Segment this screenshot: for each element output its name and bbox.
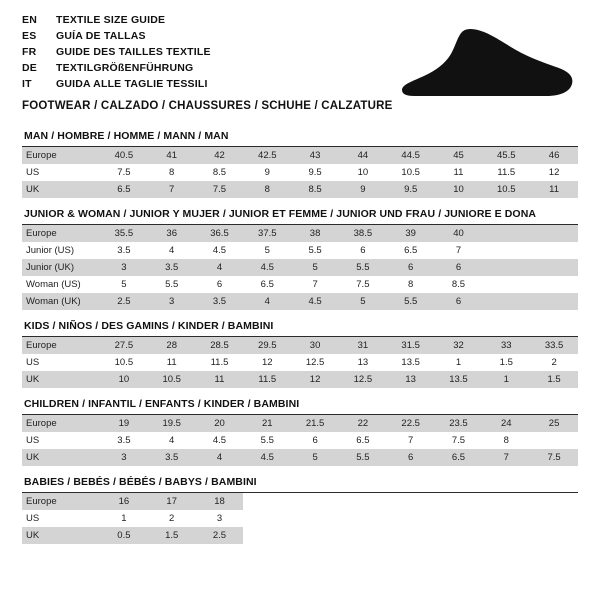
- size-cell: 31: [339, 337, 387, 354]
- language-title-body: [22, 14, 211, 94]
- size-cell: 19.5: [148, 415, 196, 432]
- dress-shoe-icon: [396, 24, 576, 102]
- size-cell: [291, 493, 339, 510]
- size-cell: 17: [148, 493, 196, 510]
- size-cell: 8: [243, 181, 291, 198]
- size-cell: 8: [387, 276, 435, 293]
- size-cell: 46: [530, 147, 578, 164]
- size-cell: 22: [339, 415, 387, 432]
- size-cell: [291, 510, 339, 527]
- size-cell: 4: [196, 449, 244, 466]
- row-label: US: [22, 164, 100, 181]
- size-cell: 10.5: [148, 371, 196, 388]
- size-cell: 11: [196, 371, 244, 388]
- size-cell: 0.5: [100, 527, 148, 544]
- size-table: [22, 147, 578, 198]
- language-title: GUÍA DE TALLAS: [56, 30, 146, 42]
- size-cell: 22.5: [387, 415, 435, 432]
- size-cell: 5.5: [291, 242, 339, 259]
- row-label: UK: [22, 449, 100, 466]
- size-cell: [482, 225, 530, 242]
- size-cell: 2: [148, 510, 196, 527]
- size-cell: [243, 510, 291, 527]
- size-cell: 8.5: [291, 181, 339, 198]
- size-cell: 13: [387, 371, 435, 388]
- size-cell: 4.5: [243, 449, 291, 466]
- size-section: [22, 208, 578, 310]
- size-cell: 4.5: [196, 242, 244, 259]
- table-row: [22, 371, 578, 388]
- table-row: [22, 276, 578, 293]
- size-cell: 11: [435, 164, 483, 181]
- size-cell: 5.5: [243, 432, 291, 449]
- size-table: [22, 493, 578, 544]
- size-cell: 2.5: [196, 527, 244, 544]
- size-cell: 13.5: [387, 354, 435, 371]
- category-line: FOOTWEAR / CALZADO / CHAUSSURES / SCHUHE / CALZATURE: [22, 100, 393, 112]
- size-cell: [530, 276, 578, 293]
- language-code: FR: [22, 46, 37, 58]
- language-code: IT: [22, 78, 32, 90]
- size-cell: 8.5: [196, 164, 244, 181]
- section-title: JUNIOR & WOMAN / JUNIOR Y MUJER / JUNIOR ET FEMME / JUNIOR UND FRAU / JUNIORE E DONA: [22, 208, 578, 225]
- language-title: TEXTILGRÖßENFÜHRUNG: [56, 62, 194, 74]
- size-cell: 35.5: [100, 225, 148, 242]
- size-cell: 7.5: [339, 276, 387, 293]
- size-cell: 6: [387, 449, 435, 466]
- table-row: [22, 449, 578, 466]
- language-row: [22, 62, 211, 78]
- size-cell: 44: [339, 147, 387, 164]
- size-cell: 38.5: [339, 225, 387, 242]
- language-code: EN: [22, 14, 37, 26]
- size-cell: [482, 276, 530, 293]
- row-label: Europe: [22, 415, 100, 432]
- table-row: [22, 147, 578, 164]
- size-cell: 18: [196, 493, 244, 510]
- size-cell: 28: [148, 337, 196, 354]
- size-cell: 9.5: [387, 181, 435, 198]
- language-title: GUIDE DES TAILLES TEXTILE: [56, 46, 211, 58]
- row-label: UK: [22, 371, 100, 388]
- size-cell: 1: [100, 510, 148, 527]
- size-cell: 25: [530, 415, 578, 432]
- size-cell: 6: [387, 259, 435, 276]
- row-label: Junior (UK): [22, 259, 100, 276]
- size-cell: 23.5: [435, 415, 483, 432]
- size-cell: 1: [482, 371, 530, 388]
- table-row: [22, 354, 578, 371]
- table-row: [22, 510, 578, 527]
- table-row: [22, 181, 578, 198]
- size-cell: [387, 527, 435, 544]
- size-cell: 33.5: [530, 337, 578, 354]
- size-cell: 4: [243, 293, 291, 310]
- size-cell: 2: [530, 354, 578, 371]
- size-cell: 6.5: [387, 242, 435, 259]
- language-row: [22, 46, 211, 62]
- size-cell: 33: [482, 337, 530, 354]
- size-cell: 11.5: [196, 354, 244, 371]
- language-code: ES: [22, 30, 37, 42]
- size-cell: [482, 527, 530, 544]
- size-cell: 10.5: [482, 181, 530, 198]
- size-cell: [530, 493, 578, 510]
- size-cell: [482, 259, 530, 276]
- size-cell: 2.5: [100, 293, 148, 310]
- size-section: [22, 130, 578, 198]
- size-cell: 7: [387, 432, 435, 449]
- row-label: UK: [22, 527, 100, 544]
- size-cell: [530, 432, 578, 449]
- size-cell: 8: [482, 432, 530, 449]
- size-cell: [530, 225, 578, 242]
- size-cell: 3.5: [100, 432, 148, 449]
- size-cell: 21.5: [291, 415, 339, 432]
- size-cell: 36: [148, 225, 196, 242]
- size-cell: 16: [100, 493, 148, 510]
- size-cell: 12: [530, 164, 578, 181]
- size-cell: 4: [148, 242, 196, 259]
- size-cell: 5: [291, 449, 339, 466]
- section-title: KIDS / NIÑOS / DES GAMINS / KINDER / BAMBINI: [22, 320, 578, 337]
- size-cell: 20: [196, 415, 244, 432]
- size-cell: 12: [291, 371, 339, 388]
- size-cell: 21: [243, 415, 291, 432]
- size-cell: 6.5: [339, 432, 387, 449]
- size-cell: 1.5: [148, 527, 196, 544]
- table-row: [22, 164, 578, 181]
- size-cell: 6: [291, 432, 339, 449]
- size-cell: [482, 493, 530, 510]
- table-row: [22, 259, 578, 276]
- size-cell: 10: [100, 371, 148, 388]
- size-cell: 13.5: [435, 371, 483, 388]
- size-cell: 10.5: [387, 164, 435, 181]
- size-cell: 5: [243, 242, 291, 259]
- size-cell: [435, 493, 483, 510]
- size-cell: 19: [100, 415, 148, 432]
- size-cell: 6: [435, 259, 483, 276]
- size-cell: 3.5: [148, 259, 196, 276]
- row-label: US: [22, 354, 100, 371]
- document-header: [22, 14, 578, 112]
- size-cell: 7: [291, 276, 339, 293]
- size-cell: [243, 493, 291, 510]
- size-cell: 40.5: [100, 147, 148, 164]
- size-cell: 9: [243, 164, 291, 181]
- language-title: TEXTILE SIZE GUIDE: [56, 14, 166, 26]
- table-row: [22, 293, 578, 310]
- table-row: [22, 493, 578, 510]
- size-cell: 24: [482, 415, 530, 432]
- language-code: DE: [22, 62, 37, 74]
- size-cell: 38: [291, 225, 339, 242]
- size-cell: 10: [339, 164, 387, 181]
- size-cell: 40: [435, 225, 483, 242]
- size-cell: 36.5: [196, 225, 244, 242]
- size-cell: 6: [196, 276, 244, 293]
- size-cell: [530, 242, 578, 259]
- size-cell: 3: [148, 293, 196, 310]
- size-cell: 12.5: [291, 354, 339, 371]
- size-cell: 5.5: [339, 259, 387, 276]
- size-cell: 29.5: [243, 337, 291, 354]
- size-cell: 4.5: [291, 293, 339, 310]
- size-cell: 3: [100, 449, 148, 466]
- table-row: [22, 432, 578, 449]
- language-row: [22, 14, 211, 30]
- size-cell: [482, 242, 530, 259]
- size-cell: 11.5: [482, 164, 530, 181]
- size-cell: [530, 527, 578, 544]
- size-cell: 7: [482, 449, 530, 466]
- size-cell: 5: [291, 259, 339, 276]
- size-cell: 3.5: [100, 242, 148, 259]
- section-title: MAN / HOMBRE / HOMME / MANN / MAN: [22, 130, 578, 147]
- size-cell: 5: [339, 293, 387, 310]
- size-cell: 7.5: [100, 164, 148, 181]
- size-cell: [339, 527, 387, 544]
- size-cell: 3.5: [196, 293, 244, 310]
- size-cell: 1.5: [530, 371, 578, 388]
- row-label: US: [22, 510, 100, 527]
- size-cell: 12.5: [339, 371, 387, 388]
- size-cell: 4.5: [196, 432, 244, 449]
- size-cell: 5: [100, 276, 148, 293]
- size-cell: 28.5: [196, 337, 244, 354]
- table-row: [22, 527, 578, 544]
- size-cell: [243, 527, 291, 544]
- size-cell: 45.5: [482, 147, 530, 164]
- size-cell: 1.5: [482, 354, 530, 371]
- size-cell: 6.5: [243, 276, 291, 293]
- size-table: [22, 225, 578, 310]
- row-label: Europe: [22, 147, 100, 164]
- row-label: Europe: [22, 493, 100, 510]
- language-title: GUIDA ALLE TAGLIE TESSILI: [56, 78, 208, 90]
- size-cell: 10: [435, 181, 483, 198]
- size-cell: 11: [530, 181, 578, 198]
- size-cell: 3: [100, 259, 148, 276]
- size-sections: [22, 130, 578, 544]
- size-cell: 9: [339, 181, 387, 198]
- table-row: [22, 415, 578, 432]
- size-cell: 7.5: [530, 449, 578, 466]
- size-cell: [387, 510, 435, 527]
- size-section: [22, 398, 578, 466]
- row-label: US: [22, 432, 100, 449]
- size-cell: [530, 293, 578, 310]
- size-cell: 5.5: [339, 449, 387, 466]
- size-cell: 45: [435, 147, 483, 164]
- size-cell: 43: [291, 147, 339, 164]
- section-title: BABIES / BEBÉS / BÉBÉS / BABYS / BAMBINI: [22, 476, 578, 493]
- row-label: Junior (US): [22, 242, 100, 259]
- row-label: Europe: [22, 337, 100, 354]
- size-cell: 4: [196, 259, 244, 276]
- size-cell: 4.5: [243, 259, 291, 276]
- size-cell: 12: [243, 354, 291, 371]
- size-cell: [530, 259, 578, 276]
- size-cell: 27.5: [100, 337, 148, 354]
- size-cell: 44.5: [387, 147, 435, 164]
- size-cell: 6.5: [435, 449, 483, 466]
- size-cell: 5.5: [387, 293, 435, 310]
- size-cell: 42: [196, 147, 244, 164]
- language-row: [22, 30, 211, 46]
- table-row: [22, 242, 578, 259]
- size-cell: 9.5: [291, 164, 339, 181]
- size-cell: 11.5: [243, 371, 291, 388]
- size-cell: 3: [196, 510, 244, 527]
- size-cell: 3.5: [148, 449, 196, 466]
- size-cell: 30: [291, 337, 339, 354]
- row-label: Europe: [22, 225, 100, 242]
- size-table: [22, 337, 578, 388]
- size-cell: 42.5: [243, 147, 291, 164]
- size-cell: 4: [148, 432, 196, 449]
- size-cell: [482, 510, 530, 527]
- size-cell: [435, 527, 483, 544]
- size-section: [22, 476, 578, 544]
- size-cell: [482, 293, 530, 310]
- size-cell: 7.5: [196, 181, 244, 198]
- table-row: [22, 337, 578, 354]
- size-cell: 13: [339, 354, 387, 371]
- section-title: CHILDREN / INFANTIL / ENFANTS / KINDER / BAMBINI: [22, 398, 578, 415]
- size-cell: [339, 510, 387, 527]
- size-cell: 41: [148, 147, 196, 164]
- size-cell: 5.5: [148, 276, 196, 293]
- size-cell: [530, 510, 578, 527]
- language-row: [22, 78, 211, 94]
- size-cell: 6: [339, 242, 387, 259]
- table-row: [22, 225, 578, 242]
- row-label: Woman (US): [22, 276, 100, 293]
- row-label: UK: [22, 181, 100, 198]
- size-cell: 39: [387, 225, 435, 242]
- size-cell: 8: [148, 164, 196, 181]
- size-cell: 6.5: [100, 181, 148, 198]
- size-cell: 11: [148, 354, 196, 371]
- size-cell: 7: [148, 181, 196, 198]
- size-cell: 37.5: [243, 225, 291, 242]
- size-cell: [291, 527, 339, 544]
- size-table: [22, 415, 578, 466]
- size-cell: [339, 493, 387, 510]
- size-cell: 6: [435, 293, 483, 310]
- size-cell: 31.5: [387, 337, 435, 354]
- size-cell: 32: [435, 337, 483, 354]
- size-cell: 7.5: [435, 432, 483, 449]
- size-cell: [435, 510, 483, 527]
- size-section: [22, 320, 578, 388]
- size-cell: 7: [435, 242, 483, 259]
- size-cell: [387, 493, 435, 510]
- row-label: Woman (UK): [22, 293, 100, 310]
- size-cell: 1: [435, 354, 483, 371]
- size-cell: 10.5: [100, 354, 148, 371]
- size-cell: 8.5: [435, 276, 483, 293]
- language-title-table: [22, 14, 211, 94]
